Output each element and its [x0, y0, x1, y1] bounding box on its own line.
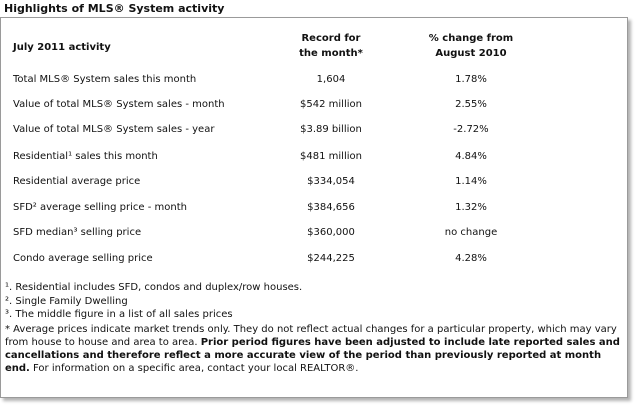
table-row-label: Residential¹ sales this month — [13, 151, 158, 162]
table-row-change: 4.28% — [455, 253, 487, 264]
table-row-change: 1.78% — [455, 74, 487, 85]
col-header-record-line1: Record for — [301, 33, 361, 44]
table-row-change: 4.84% — [455, 151, 487, 162]
table-row-record: $3.89 billion — [300, 124, 362, 135]
disclaimer-text: * Average prices indicate market trends only. They do not reflect actual changes for a particular property, which may vary from house to house and area to area. — [5, 324, 617, 348]
page-title: Highlights of MLS® System activity — [4, 2, 225, 15]
col-header-change-line1: % change from — [428, 33, 514, 44]
table-row-label: SFD² average selling price - month — [13, 202, 187, 213]
stats-table-frame — [0, 17, 628, 398]
table-row-label: Residential average price — [13, 176, 141, 187]
table-row-label: SFD median³ selling price — [13, 227, 142, 238]
table-row-change: 2.55% — [455, 99, 487, 110]
table-row-change: no change — [444, 227, 498, 238]
table-row-record: $481 million — [300, 151, 362, 162]
footnote: ². Single Family Dwelling — [5, 296, 128, 307]
disclaimer-paragraph — [5, 323, 627, 375]
table-row-label: Total MLS® System sales this month — [13, 74, 197, 85]
table-header-label: July 2011 activity — [13, 42, 111, 53]
table-row-record: $542 million — [300, 99, 362, 110]
footnote: ³. The middle figure in a list of all sales prices — [5, 309, 233, 320]
table-row-change: -2.72% — [453, 124, 489, 135]
footnote: ¹. Residential includes SFD, condos and duplex/row houses. — [5, 282, 303, 293]
table-row-change: 1.32% — [455, 202, 487, 213]
table-row-label: Condo average selling price — [13, 253, 153, 264]
disclaimer-contact-text: For information on a specific area, contact your local REALTOR®. — [29, 363, 359, 374]
table-row-record: $334,054 — [307, 176, 355, 187]
table-row-label: Value of total MLS® System sales - month — [13, 99, 225, 110]
table-row-record: 1,604 — [316, 74, 346, 85]
table-row-label: Value of total MLS® System sales - year — [13, 124, 215, 135]
disclaimer-bold-text: Prior period figures have been adjusted to include late reported sales and cancellations and therefore reflect a more accurate view of the period than previously reported at month end. — [5, 337, 620, 374]
table-row-record: $360,000 — [307, 227, 355, 238]
col-header-change-line2: August 2010 — [435, 48, 507, 59]
table-row-change: 1.14% — [455, 176, 487, 187]
col-header-record-line2: the month* — [299, 48, 363, 59]
table-row-record: $244,225 — [307, 253, 355, 264]
table-row-record: $384,656 — [307, 202, 355, 213]
